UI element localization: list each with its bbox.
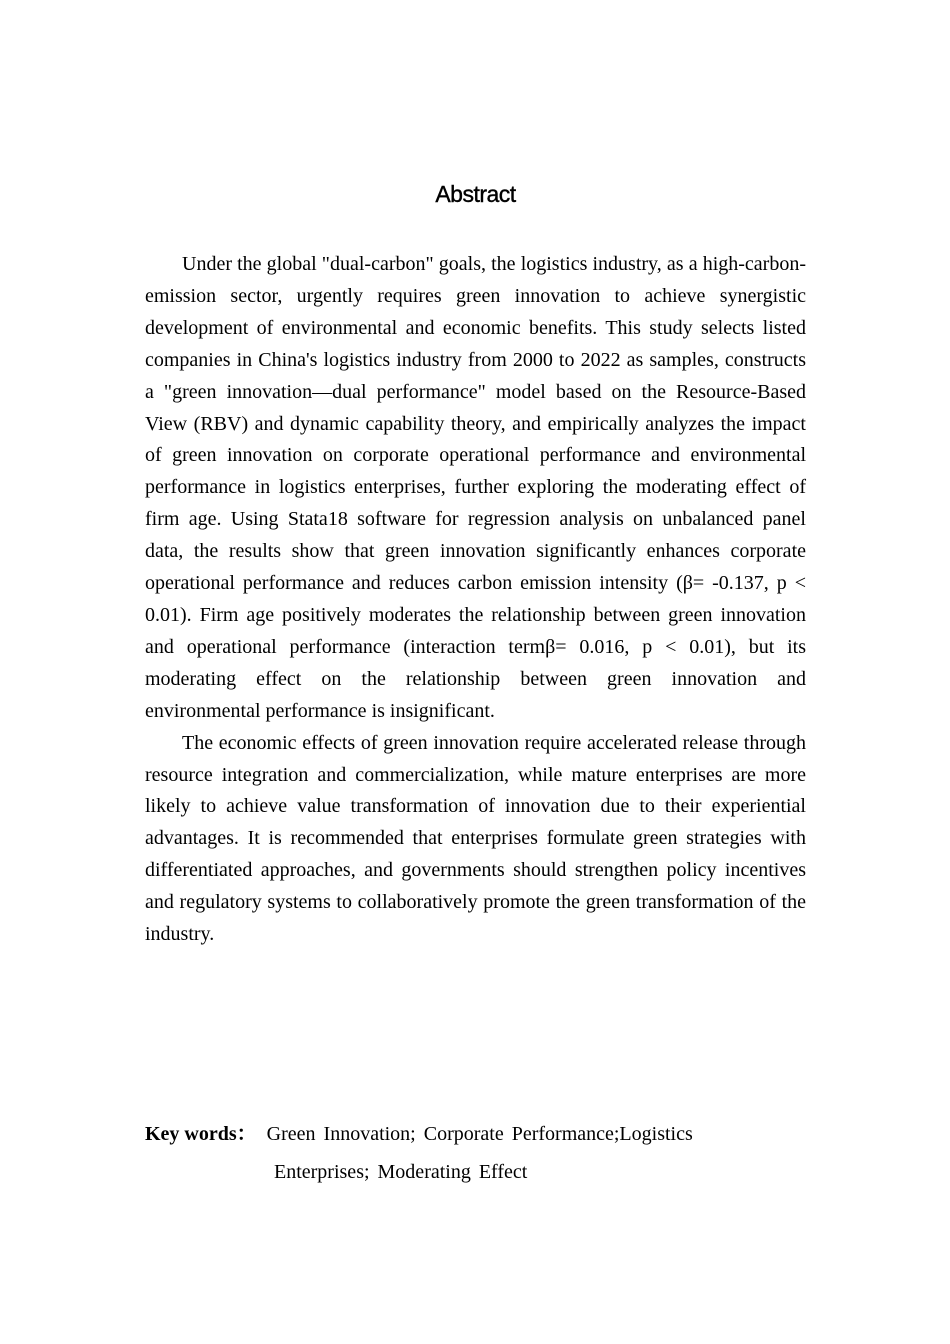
abstract-paragraph-1: Under the global "dual-carbon" goals, the logistics industry, as a high-carbon-emission sector, urgently requires green innovation to achieve synergistic development of environmental and economic benefits. This study selects listed companies in China's logistics industry from 2000 to 2022 as samples, constructs a "green innovation—dual performance" model based on the Resource-Based View (RBV) and dynamic capability theory, and empirically analyzes the impact of green innovation on corporate operational performance and environmental performance in logistics enterprises, further exploring the moderating effect of firm age. Using Stata18 software for regression analysis on unbalanced panel data, the results show that green innovation significantly enhances corporate operational performance and reduces carbon emission intensity (β= -0.137, p < 0.01). Firm age positively moderates the relationship between green innovation and operational performance (interaction termβ= 0.016, p < 0.01), but its moderating effect on the relationship between green innovation and environmental performance is insignificant.	[145, 253, 806, 722]
keywords-line-1: Green Innovation; Corporate Performance;Logistics	[266, 1123, 693, 1145]
abstract-title: Abstract	[435, 181, 516, 208]
abstract-body	[145, 249, 806, 951]
keywords-label: Key words：	[145, 1123, 257, 1145]
keywords-section	[145, 1115, 806, 1191]
keywords-row	[145, 1115, 806, 1153]
abstract-paragraph-2: The economic effects of green innovation require accelerated release through resource integration and commercialization, while mature enterprises are more likely to achieve value transformation of innovation due to their experiential advantages. It is recommended that enterprises formulate green strategies with differentiated approaches, and governments should strengthen policy incentives and regulatory systems to collaboratively promote the green transformation of the industry.	[145, 731, 806, 946]
keywords-line-2: Enterprises; Moderating Effect	[274, 1161, 528, 1183]
